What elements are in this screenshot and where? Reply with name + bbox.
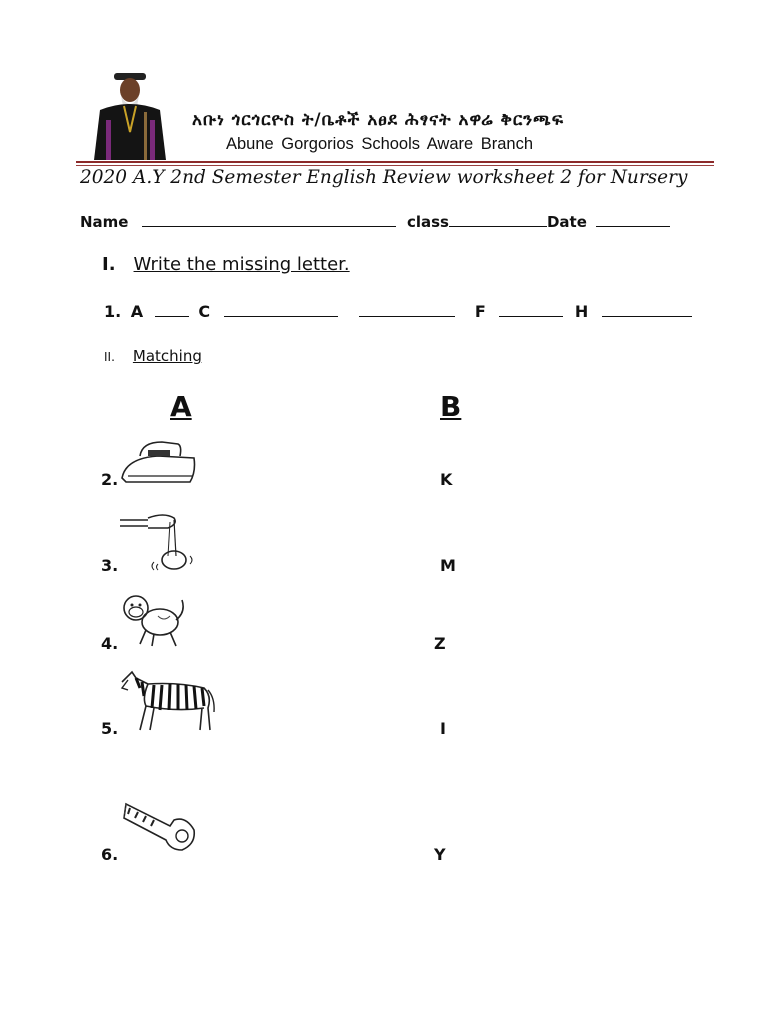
zebra-icon (118, 668, 216, 734)
section-2-numeral: II. (104, 350, 115, 364)
section-2-title: Matching (132, 347, 202, 365)
class-blank[interactable] (449, 212, 547, 227)
letter-h: H (574, 302, 589, 321)
student-info-line (80, 212, 670, 231)
priest-portrait-logo (84, 72, 176, 160)
answer-blank-1[interactable] (155, 302, 189, 317)
answer-blank-2[interactable] (224, 302, 338, 317)
letter-c: C (198, 302, 211, 321)
item-2-number: 2. (101, 470, 119, 489)
item-3-letter: M (440, 556, 456, 575)
date-blank[interactable] (596, 212, 670, 227)
header-divider-thin (76, 165, 714, 166)
answer-blank-4[interactable] (499, 302, 563, 317)
school-name-english: Abune Gorgorios Schools Aware Branch (226, 135, 534, 153)
item-3-number: 3. (101, 556, 119, 575)
question-1-number: 1. (104, 302, 122, 321)
name-blank[interactable] (142, 212, 396, 227)
header-divider (76, 161, 714, 163)
section-1-heading (102, 254, 350, 275)
item-5-number: 5. (101, 719, 119, 738)
column-a-heading: A (170, 390, 192, 423)
item-4-letter: Z (434, 634, 446, 653)
item-6-letter: Y (434, 845, 446, 864)
question-1 (104, 302, 692, 321)
answer-blank-3[interactable] (359, 302, 455, 317)
yoyo-icon (118, 512, 202, 572)
section-2-heading (104, 346, 202, 365)
item-2-letter: K (440, 470, 453, 489)
letter-a: A (130, 302, 144, 321)
item-4-number: 4. (101, 634, 119, 653)
key-icon (120, 796, 200, 860)
section-1-title: Write the missing letter. (133, 254, 350, 275)
column-b-heading: B (440, 390, 462, 423)
section-1-numeral: I. (102, 254, 116, 275)
item-6-number: 6. (101, 845, 119, 864)
letter-f: F (474, 302, 486, 321)
worksheet-title: 2020 A.Y 2nd Semester English Review worksheet 2 for Nursery (80, 167, 688, 188)
date-label: Date (546, 213, 587, 231)
answer-blank-5[interactable] (602, 302, 692, 317)
name-label: Name (80, 213, 129, 231)
monkey-icon (118, 592, 188, 648)
iron-icon (118, 438, 198, 486)
item-5-letter: I (440, 719, 446, 738)
class-label: class (406, 213, 449, 231)
school-name-amharic: አቡነ ጎርጎርዮስ ት/ቤቶች አፀደ ሕፃናት አዋሬ ቅርንጫፍ (192, 110, 564, 130)
